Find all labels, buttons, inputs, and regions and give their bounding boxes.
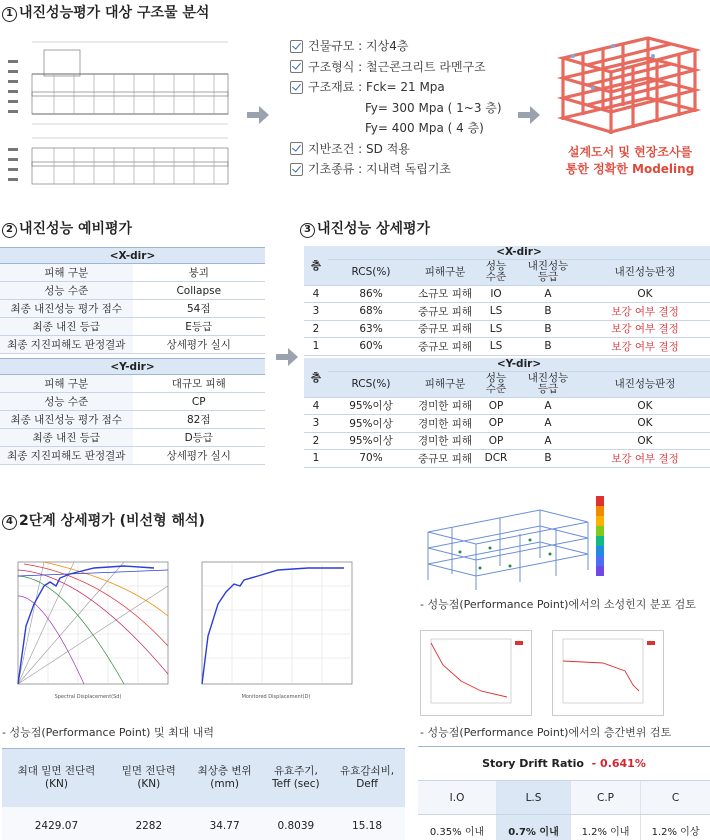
row-value: 54점 [133, 300, 266, 318]
svg-text:Spectral Displacement(Sd): Spectral Displacement(Sd) [54, 694, 122, 700]
row-value: 상세평가 실시 [133, 447, 266, 465]
arrow-right-icon [274, 346, 300, 368]
result-value: 2282 [111, 807, 187, 840]
row-label: 최종 지진피해도 판정결과 [0, 447, 133, 465]
table-row: 4 86% 소규모 피해 IO A OK [304, 285, 710, 303]
checkbox-icon [290, 163, 303, 176]
row-label: 피해 구분 [0, 375, 133, 393]
arrow-right-icon [245, 104, 271, 126]
spec-list [290, 36, 502, 180]
row-value: E등급 [133, 318, 266, 336]
svg-text:Monitored Displacement(D): Monitored Displacement(D) [241, 694, 311, 700]
col-header: RCS(%) [328, 371, 414, 397]
row-label: 최종 내진성능 평가 점수 [0, 411, 133, 429]
col-header: 내진성능 등급 [516, 259, 580, 285]
story-drift-table [418, 746, 710, 840]
col-header: 성능 수준 [476, 371, 516, 397]
col-header: RCS(%) [328, 259, 414, 285]
table-row: 1 60% 중규모 피해 LS B 보강 여부 결정 [304, 338, 710, 356]
row-value: D등급 [133, 429, 266, 447]
table-row: 2 95%이상 경미한 피해 OP A OK [304, 432, 710, 450]
col-header: 내진성능판정 [580, 259, 710, 285]
table-row: 4 95%이상 경미한 피해 OP A OK [304, 397, 710, 415]
row-value: 대규모 피해 [133, 375, 266, 393]
color-legend [594, 494, 616, 590]
col-header: I.O [418, 781, 497, 815]
row-label: 최종 지진피해도 판정결과 [0, 336, 133, 354]
col-header: 최대 밑면 전단력 (KN) [2, 749, 111, 807]
dir-header: <Y-dir> [0, 359, 265, 375]
row-label: 최종 내진 등급 [0, 429, 133, 447]
table-row: 3 68% 중규모 피해 LS B 보강 여부 결정 [304, 303, 710, 321]
preliminary-y-table [0, 358, 265, 465]
col-header: 내진성능판정 [580, 371, 710, 397]
pushover-curve-chart [188, 556, 358, 702]
table-row: 2 63% 중규모 피해 LS B 보강 여부 결정 [304, 320, 710, 338]
arrow-right-icon [516, 104, 542, 126]
spec-item: 건물규모 : 지상4층 [290, 36, 502, 57]
floor-header: 층 [304, 246, 328, 285]
row-label: 피해 구분 [0, 264, 133, 282]
detailed-x-table [304, 246, 710, 356]
result-value: 0.8039 [263, 807, 330, 840]
drift-value: 1.2% 이내 [570, 815, 640, 840]
caption-left: - 성능점(Performance Point) 및 최대 내력 [2, 726, 215, 739]
preliminary-x-table [0, 247, 265, 354]
row-label: 성능 수준 [0, 282, 133, 300]
col-header: 피해구분 [414, 371, 476, 397]
dir-header: <Y-dir> [328, 358, 710, 371]
row-label: 최종 내진 등급 [0, 318, 133, 336]
row-value: 82점 [133, 411, 266, 429]
drift-chart-x [420, 630, 532, 716]
drift-value: 0.35% 이내 [429, 827, 485, 839]
result-value: 34.77 [187, 807, 263, 840]
result-value: 2429.07 [2, 807, 111, 840]
spec-item-extra: Fy= 400 Mpa ( 4 층) [365, 121, 484, 135]
col-header: L.S [497, 781, 571, 815]
checkbox-icon [290, 142, 303, 155]
drift-chart-y [552, 630, 664, 716]
row-value: CP [133, 393, 266, 411]
spec-item: 지반조건 : SD 적용 [290, 139, 502, 160]
drift-value: 0.7% 이내 [497, 815, 571, 840]
col-header: 최상층 변위 (mm) [187, 749, 263, 807]
caption-right1: - 성능점(Performance Point)에서의 소성힌지 분포 검토 [420, 598, 696, 611]
detailed-y-table [304, 358, 710, 468]
result-value: 15.18 [329, 807, 405, 840]
section4-title: 4 2단계 상세평가 (비선형 해석) [2, 510, 205, 530]
spec-item: 구조형식 : 철근콘크리트 라멘구조 [290, 57, 502, 78]
structure-3d-model [553, 28, 703, 140]
row-label: 최종 내진성능 평가 점수 [0, 300, 133, 318]
table-row: 3 95%이상 경미한 피해 OP A OK [304, 415, 710, 433]
section2-title: 2 내진성능 예비평가 [2, 218, 132, 238]
row-value: 붕괴 [133, 264, 266, 282]
checkbox-icon [290, 40, 303, 53]
spec-item: 구조재료 : Fck= 21 Mpa [290, 77, 502, 98]
drift-value: 1.2% 이상 [641, 815, 710, 840]
checkbox-icon [290, 60, 303, 73]
col-header: 유효주기, Teff (sec) [263, 749, 330, 807]
spec-item-extra: Fy= 300 Mpa ( 1~3 층) [365, 100, 502, 115]
capacity-spectrum-chart [4, 556, 174, 702]
table-row: 1 70% 중규모 피해 DCR B 보강 여부 결정 [304, 450, 710, 468]
row-value: Collapse [133, 282, 266, 300]
floor-header: 층 [304, 358, 328, 397]
col-header: C.P [570, 781, 640, 815]
floor-plan-drawing [4, 30, 236, 190]
col-header: 유효감쇠비, Deff [329, 749, 405, 807]
row-value: 상세평가 실시 [133, 336, 266, 354]
col-header: C [641, 781, 710, 815]
result-table [2, 748, 405, 840]
caption-right2: - 성능점(Performance Point)에서의 층간변위 검토 [420, 726, 672, 739]
col-header: 밑면 전단력 (KN) [111, 749, 187, 807]
dir-header: <X-dir> [328, 246, 710, 259]
col-header: 피해구분 [414, 259, 476, 285]
spec-item: 기초종류 : 지내력 독립기초 [290, 159, 502, 180]
col-header: 성능 수준 [476, 259, 516, 285]
drift-title: Story Drift Ratio - 0.641% [418, 747, 710, 781]
checkbox-icon [290, 81, 303, 94]
row-label: 성능 수준 [0, 393, 133, 411]
section3-title: 3 내진성능 상세평가 [300, 218, 430, 238]
col-header: 내진성능 등급 [516, 371, 580, 397]
section1-title: 1 내진성능평가 대상 구조물 분석 [2, 2, 209, 22]
model-caption: 설계도서 및 현장조사를 통한 정확한 Modeling [565, 145, 695, 176]
dir-header: <X-dir> [0, 248, 265, 264]
